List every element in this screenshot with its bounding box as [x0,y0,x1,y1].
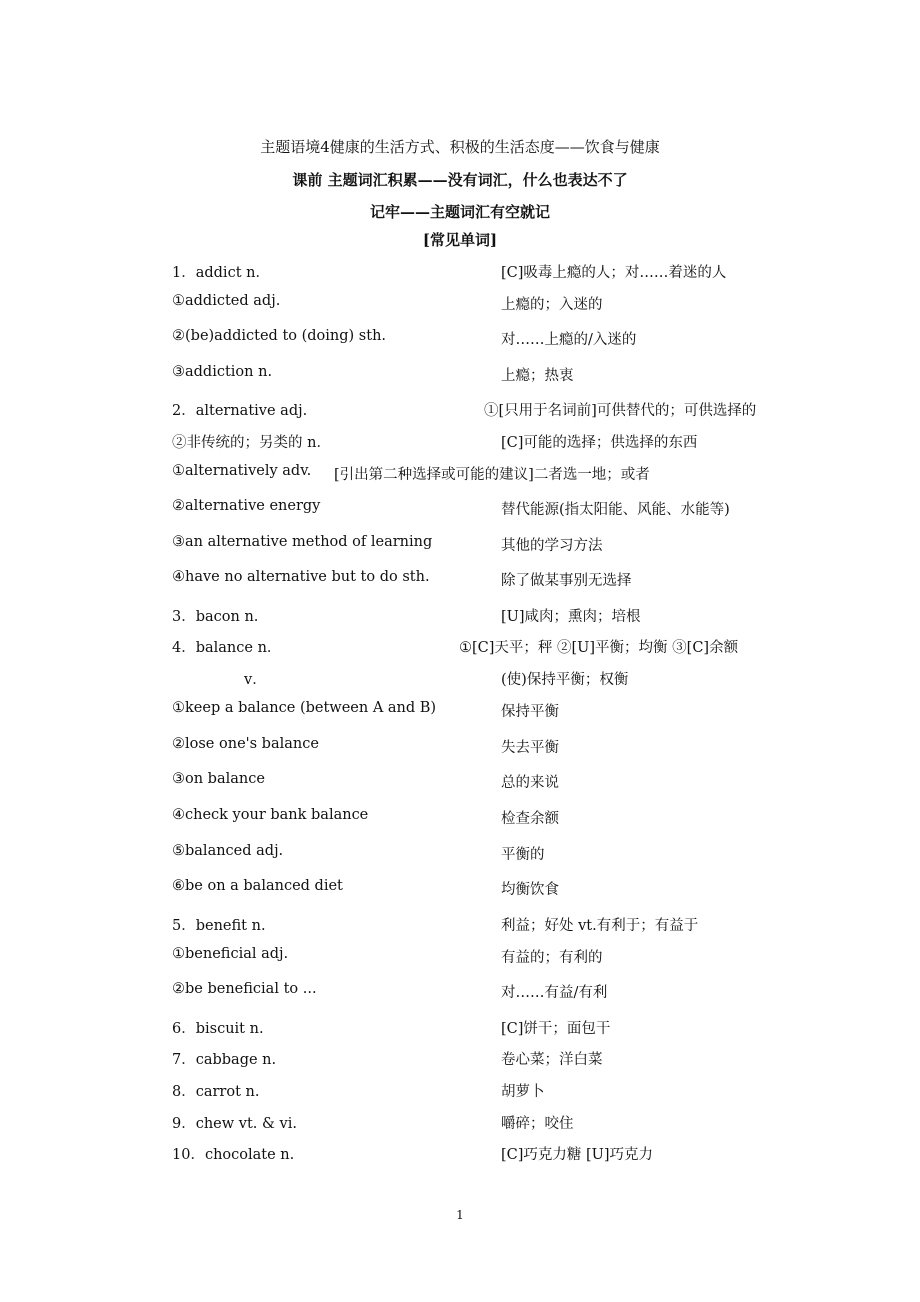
vocab-row [0,1112,920,1132]
vocab-term: ③an alternative method of learning [172,534,433,550]
vocab-row [0,1080,920,1100]
vocab-term: 4．balance n． [172,640,282,656]
vocab-term: 3．bacon n. [172,609,259,625]
vocab-definition: 对……有益/有利 [501,985,608,1001]
vocab-definition: 卷心菜；洋白菜 [501,1052,603,1068]
vocab-definition: 平衡的 [501,847,545,863]
vocab-term: ②(be)addicted to (doing) sth. [172,328,387,344]
vocab-row [0,771,920,791]
vocab-row [0,736,920,756]
vocab-term: ④have no alternative but to do sth. [172,569,430,585]
vocab-definition: ①[只用于名词前]可供替代的；可供选择的 [484,403,757,419]
vocab-row [0,569,920,589]
vocab-definition: 上瘾；热衷 [501,368,574,384]
vocab-definition: 替代能源(指太阳能、风能、水能等) [501,502,730,518]
vocab-definition: 嚼碎；咬住 [501,1116,574,1132]
vocab-definition: 其他的学习方法 [501,538,603,554]
vocab-term: ①beneficial adj. [172,946,289,962]
vocab-row [0,1017,920,1037]
vocab-row [0,463,920,483]
vocab-row [0,293,920,313]
vocab-definition: [C]吸毒上瘾的人；对……着迷的人 [501,265,727,281]
vocab-term: ④check your bank balance [172,807,369,823]
vocab-row [0,1143,920,1163]
vocab-term: 1．addict n． [172,265,270,281]
vocab-row [0,605,920,625]
page-subtitle: 课前 主题词汇积累——没有词汇，什么也表达不了 [292,171,628,189]
vocab-term: ①addicted adj. [172,293,281,309]
vocab-term: ①alternatively adv. [172,463,312,479]
vocab-row [0,1048,920,1068]
vocab-definition: [U]咸肉；熏肉；培根 [501,609,641,625]
vocab-definition: ①[C]天平；秤 ②[U]平衡；均衡 ③[C]余额 [459,640,739,656]
vocab-term: ②lose one's balance [172,736,319,752]
vocab-definition: 对……上瘾的/入迷的 [501,332,637,348]
vocab-row [0,807,920,827]
vocab-term: ③addiction n. [172,364,273,380]
vocab-row [0,328,920,348]
vocab-definition: 失去平衡 [501,740,559,756]
vocab-term: ②be beneficial to ... [172,981,317,997]
vocab-term: ①keep a balance (between A and B) [172,700,437,716]
vocab-row [0,700,920,720]
vocab-definition: [C]巧克力糖 [U]巧克力 [501,1147,654,1163]
vocab-term: 8．carrot n. [172,1084,260,1100]
page-title: 主题语境4健康的生活方式、积极的生活态度——饮食与健康 [260,138,660,156]
vocab-term: v． [244,672,267,688]
vocab-term: ⑥be on a balanced diet [172,878,343,894]
vocab-row [0,668,920,688]
vocab-definition: 胡萝卜 [501,1084,545,1100]
vocab-definition: 总的来说 [501,775,559,791]
vocab-row [0,431,920,451]
vocab-row [0,534,920,554]
vocab-definition: 检查余额 [501,811,559,827]
vocab-term: 9．chew vt. & vi. [172,1116,297,1132]
vocab-term: 6．biscuit n. [172,1021,264,1037]
section-subtitle: 记牢——主题词汇有空就记 [369,203,550,221]
vocab-definition: (使)保持平衡；权衡 [501,672,629,688]
vocab-row [0,946,920,966]
vocab-definition: 保持平衡 [501,704,559,720]
vocab-term: 5．benefit n. [172,918,266,934]
vocab-definition: [C]饼干；面包干 [501,1021,611,1037]
vocab-definition: 利益；好处 vt.有利于；有益于 [501,918,699,934]
page-number: 1 [456,1208,464,1222]
vocab-term: ③on balance [172,771,265,787]
vocab-row [0,261,920,281]
vocab-term: 7．cabbage n. [172,1052,277,1068]
vocab-definition: 除了做某事别无选择 [501,573,632,589]
vocab-term: 2．alternative adj. [172,403,308,419]
vocab-row [0,843,920,863]
vocab-definition: 均衡饮食 [501,882,559,898]
vocab-row [0,498,920,518]
vocab-row [0,636,920,656]
vocab-row [0,914,920,934]
vocab-definition: 上瘾的；入迷的 [501,297,603,313]
vocab-definition: 有益的；有利的 [501,950,603,966]
vocab-term: ②alternative energy [172,498,321,514]
vocab-row [0,981,920,1001]
vocab-row [0,399,920,419]
vocab-row [0,878,920,898]
vocab-row [0,364,920,384]
vocab-definition: [C]可能的选择；供选择的东西 [501,435,698,451]
section-heading: [常见单词] [422,231,498,249]
vocab-term: 10．chocolate n. [172,1147,295,1163]
vocab-definition: [引出第二种选择或可能的建议]二者选一地；或者 [334,467,650,483]
vocab-term: ⑤balanced adj. [172,843,284,859]
vocab-term: ②非传统的；另类的 n． [172,435,331,451]
